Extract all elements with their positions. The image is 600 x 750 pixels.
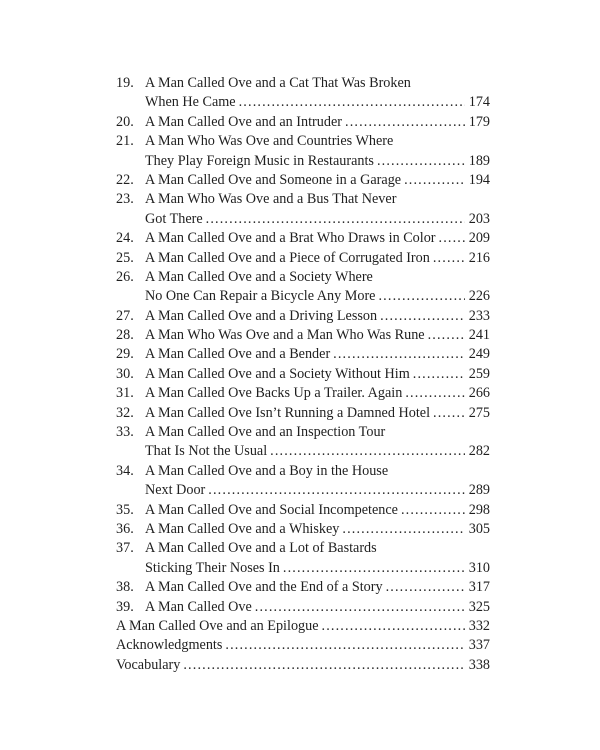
chapter-title: A Man Who Was Ove and a Bus That Never bbox=[145, 191, 397, 208]
chapter-title: A Man Called Ove Isn’t Running a Damned Hotel bbox=[145, 404, 431, 421]
dot-leader bbox=[283, 559, 465, 578]
toc-entry-line bbox=[116, 617, 490, 636]
chapter-title: A Man Who Was Ove and Countries Where bbox=[145, 133, 394, 150]
toc-entry[interactable] bbox=[116, 462, 490, 501]
toc-entry-line bbox=[116, 190, 490, 209]
toc-entry-line bbox=[116, 404, 490, 423]
toc-entry-line bbox=[116, 442, 490, 461]
chapter-number: 21. bbox=[116, 133, 134, 150]
page-number: 282 bbox=[468, 443, 490, 460]
chapter-title: A Man Called Ove and the End of a Story bbox=[145, 579, 383, 596]
page-number: 317 bbox=[468, 579, 490, 596]
chapter-title: A Man Called Ove and a Cat That Was Broken bbox=[145, 75, 411, 91]
toc-entry[interactable] bbox=[116, 171, 490, 190]
chapter-title: A Man Called Ove and a Society Where bbox=[145, 268, 373, 285]
chapter-number: 39. bbox=[116, 598, 134, 615]
chapter-title: That Is Not the Usual bbox=[145, 443, 268, 460]
dot-leader bbox=[413, 365, 465, 384]
page-number: 325 bbox=[468, 598, 490, 615]
toc-entry-line bbox=[116, 132, 490, 151]
toc-entry-line bbox=[116, 481, 490, 500]
chapter-title: Next Door bbox=[145, 482, 206, 499]
toc-entry-line bbox=[116, 249, 490, 268]
toc-entry[interactable] bbox=[116, 132, 490, 171]
toc-entry-line bbox=[116, 598, 490, 617]
chapter-number: 28. bbox=[116, 327, 134, 344]
toc-entry[interactable] bbox=[116, 307, 490, 326]
toc-entry[interactable] bbox=[116, 345, 490, 364]
page-number: 275 bbox=[468, 404, 490, 421]
toc-entry[interactable] bbox=[116, 74, 490, 113]
chapter-number: 26. bbox=[116, 268, 134, 285]
toc-entry-line bbox=[116, 229, 490, 248]
chapter-title: Sticking Their Noses In bbox=[145, 559, 280, 576]
chapter-title: When He Came bbox=[145, 94, 236, 111]
chapter-number: 35. bbox=[116, 501, 134, 518]
toc-entry-line bbox=[116, 656, 490, 675]
dot-leader bbox=[404, 171, 465, 190]
chapter-title: A Man Called Ove and Social Incompetence bbox=[145, 501, 398, 518]
toc-entry[interactable] bbox=[116, 617, 490, 636]
toc-entry-line bbox=[116, 501, 490, 520]
toc-entry[interactable] bbox=[116, 404, 490, 423]
dot-leader bbox=[333, 345, 465, 364]
chapter-title: No One Can Repair a Bicycle Any More bbox=[145, 288, 376, 305]
toc-entry[interactable] bbox=[116, 249, 490, 268]
dot-leader bbox=[183, 656, 465, 675]
chapter-number: 24. bbox=[116, 230, 134, 247]
chapter-number: 33. bbox=[116, 424, 134, 441]
dot-leader bbox=[208, 481, 465, 500]
page-number: 259 bbox=[468, 365, 490, 382]
dot-leader bbox=[405, 384, 465, 403]
toc-entry-line bbox=[116, 113, 490, 132]
dot-leader bbox=[270, 442, 465, 461]
page-number: 226 bbox=[468, 288, 490, 305]
toc-entry[interactable] bbox=[116, 598, 490, 617]
toc-entry-line bbox=[116, 152, 490, 171]
chapter-number: 27. bbox=[116, 307, 134, 324]
toc-entry[interactable] bbox=[116, 229, 490, 248]
toc-entry[interactable] bbox=[116, 636, 490, 655]
toc-entry[interactable] bbox=[116, 423, 490, 462]
chapter-number: 25. bbox=[116, 249, 134, 266]
toc-entry[interactable] bbox=[116, 268, 490, 307]
page-number: 179 bbox=[468, 113, 490, 130]
chapter-number: 34. bbox=[116, 462, 134, 479]
chapter-number: 38. bbox=[116, 579, 134, 596]
toc-entry[interactable] bbox=[116, 113, 490, 132]
page-number: 189 bbox=[468, 152, 490, 169]
toc-entry-line bbox=[116, 636, 490, 655]
chapter-title: Got There bbox=[145, 210, 203, 227]
chapter-title: A Man Called Ove and Someone in a Garage bbox=[145, 171, 402, 188]
toc-entry-line bbox=[116, 307, 490, 326]
dot-leader bbox=[322, 617, 465, 636]
toc-entry-line bbox=[116, 365, 490, 384]
toc-entry-line bbox=[116, 268, 490, 287]
toc-entry[interactable] bbox=[116, 539, 490, 578]
toc-entry-line bbox=[116, 578, 490, 597]
page-number: 174 bbox=[468, 94, 490, 111]
chapter-number: 22. bbox=[116, 171, 134, 188]
toc-entry[interactable] bbox=[116, 520, 490, 539]
toc-entry-line bbox=[116, 171, 490, 190]
dot-leader bbox=[378, 287, 465, 306]
chapter-number: 37. bbox=[116, 540, 134, 557]
chapter-title: A Man Called Ove and an Intruder bbox=[145, 113, 342, 130]
toc-entry[interactable] bbox=[116, 384, 490, 403]
chapter-title: They Play Foreign Music in Restaurants bbox=[145, 152, 374, 169]
toc-entry[interactable] bbox=[116, 326, 490, 345]
dot-leader bbox=[386, 578, 465, 597]
chapter-number: 31. bbox=[116, 385, 134, 402]
dot-leader bbox=[401, 501, 465, 520]
page-number: 216 bbox=[468, 249, 490, 266]
dot-leader bbox=[239, 93, 465, 112]
page-number: 310 bbox=[468, 559, 490, 576]
page-number: 266 bbox=[468, 385, 490, 402]
dot-leader bbox=[433, 404, 465, 423]
page-number: 337 bbox=[468, 637, 490, 654]
toc-entry-line bbox=[116, 384, 490, 403]
page-number: 194 bbox=[468, 171, 490, 188]
toc-entry[interactable] bbox=[116, 365, 490, 384]
toc-entry-line bbox=[116, 423, 490, 442]
chapter-title: A Man Called Ove bbox=[145, 598, 252, 615]
toc-entry-line bbox=[116, 93, 490, 112]
toc-entry[interactable] bbox=[116, 190, 490, 229]
chapter-title: A Man Called Ove and a Society Without Him bbox=[145, 365, 410, 382]
dot-leader bbox=[433, 249, 465, 268]
chapter-title: A Man Called Ove and a Boy in the House bbox=[145, 462, 389, 479]
toc-entry-line bbox=[116, 559, 490, 578]
chapter-number: 19. bbox=[116, 75, 134, 91]
dot-leader bbox=[380, 307, 465, 326]
chapter-title: A Man Called Ove and a Driving Lesson bbox=[145, 307, 378, 324]
page-number: 233 bbox=[468, 307, 490, 324]
toc-entry-line bbox=[116, 539, 490, 558]
dot-leader bbox=[377, 152, 465, 171]
toc-entry[interactable] bbox=[116, 578, 490, 597]
dot-leader bbox=[439, 229, 465, 248]
toc-entry-line bbox=[116, 74, 490, 93]
chapter-title: Acknowledgments bbox=[116, 637, 223, 654]
chapter-title: A Man Called Ove and a Brat Who Draws in Color bbox=[145, 230, 436, 247]
page-number: 338 bbox=[468, 656, 490, 673]
dot-leader bbox=[342, 520, 465, 539]
chapter-title: Vocabulary bbox=[116, 656, 181, 673]
dot-leader bbox=[206, 210, 465, 229]
dot-leader bbox=[255, 598, 465, 617]
chapter-number: 29. bbox=[116, 346, 134, 363]
chapter-title: A Man Called Ove Backs Up a Trailer. Again bbox=[145, 385, 403, 402]
toc-entry[interactable] bbox=[116, 501, 490, 520]
dot-leader bbox=[225, 636, 465, 655]
chapter-title: A Man Called Ove and an Inspection Tour bbox=[145, 424, 386, 441]
toc-entry-line bbox=[116, 287, 490, 306]
toc-entry-line bbox=[116, 326, 490, 345]
chapter-title: A Man Called Ove and an Epilogue bbox=[116, 617, 319, 634]
toc-entry-line bbox=[116, 345, 490, 364]
chapter-title: A Man Called Ove and a Lot of Bastards bbox=[145, 540, 377, 557]
page-number: 209 bbox=[468, 230, 490, 247]
chapter-title: A Man Called Ove and a Bender bbox=[145, 346, 331, 363]
chapter-number: 32. bbox=[116, 404, 134, 421]
chapter-number: 36. bbox=[116, 520, 134, 537]
chapter-number: 23. bbox=[116, 191, 134, 208]
dot-leader bbox=[345, 113, 465, 132]
page-number: 249 bbox=[468, 346, 490, 363]
toc-entry-line bbox=[116, 520, 490, 539]
page-number: 203 bbox=[468, 210, 490, 227]
toc-entry-line bbox=[116, 210, 490, 229]
chapter-title: A Man Called Ove and a Piece of Corrugated Iron bbox=[145, 249, 430, 266]
page-number: 305 bbox=[468, 520, 490, 537]
chapter-number: 30. bbox=[116, 365, 134, 382]
dot-leader bbox=[428, 326, 465, 345]
page-number: 332 bbox=[468, 617, 490, 634]
toc-entry-line bbox=[116, 462, 490, 481]
chapter-title: A Man Who Was Ove and a Man Who Was Rune bbox=[145, 327, 425, 344]
chapter-title: A Man Called Ove and a Whiskey bbox=[145, 520, 340, 537]
page-number: 241 bbox=[468, 327, 490, 344]
toc-entry[interactable] bbox=[116, 656, 490, 675]
chapter-number: 20. bbox=[116, 113, 134, 130]
page-number: 298 bbox=[468, 501, 490, 518]
table-of-contents bbox=[116, 74, 490, 675]
page-number: 289 bbox=[468, 482, 490, 499]
